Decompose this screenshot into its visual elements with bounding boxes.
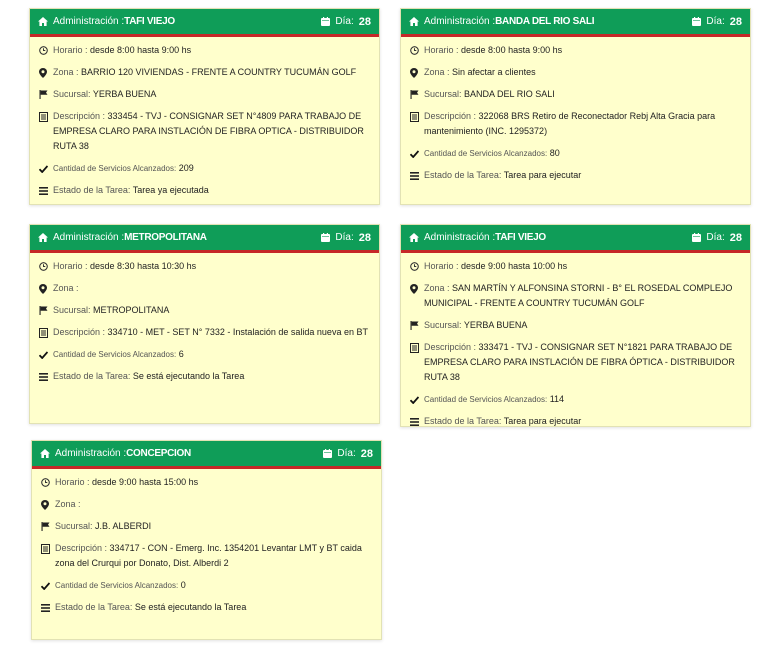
estado-row: [39, 183, 370, 198]
descripcion-value: 333471 - TVJ - CONSIGNAR SET N°1821 PARA TRABAJO DE EMPRESA CLARO PARA INSTLACIÓN DE FIBRA ÓPTICA - DISTRIBUIDOR RUTA 38: [424, 342, 735, 382]
sucursal-label: Sucursal:: [53, 89, 91, 99]
estado-value: Se está ejecutando la Tarea: [132, 371, 245, 381]
zona-label: Zona :: [424, 283, 450, 293]
tasks-icon: [39, 183, 50, 198]
admin-label: Administración :: [53, 16, 125, 27]
tasks-icon: [41, 600, 52, 615]
calendar-icon: [692, 233, 701, 242]
horario-row: [39, 259, 370, 274]
zona-row: [410, 65, 741, 80]
zona-value: BARRIO 120 VIVIENDAS - FRENTE A COUNTRY TUCUMÁN GOLF: [81, 67, 357, 77]
map-marker-icon: [410, 281, 421, 296]
day-badge: [692, 16, 742, 28]
day-badge: [692, 232, 742, 244]
day-badge: [321, 16, 371, 28]
descripcion-label: Descripción :: [53, 327, 106, 337]
flag-icon: [39, 303, 50, 318]
card-body: [32, 469, 381, 623]
descripcion-row: [39, 109, 370, 154]
clock-icon: [41, 475, 52, 490]
cantidad-value: 0: [180, 580, 186, 590]
clock-icon: [39, 43, 50, 58]
cantidad-value: 80: [549, 148, 560, 158]
zona-row: [39, 65, 370, 80]
admin-label: Administración :: [53, 232, 125, 243]
cantidad-row: [39, 347, 370, 362]
home-icon: [38, 233, 48, 242]
horario-row: [39, 43, 370, 58]
horario-value: desde 8:00 hasta 9:00 hs: [461, 45, 563, 55]
list-icon: [39, 325, 50, 340]
map-marker-icon: [410, 65, 421, 80]
sucursal-value: BANDA DEL RIO SALI: [464, 89, 555, 99]
day-number: 28: [729, 15, 742, 28]
descripcion-value: 322068 BRS Retiro de Reconectador Rebj Alta Gracia para mantenimiento (INC. 1295372): [424, 111, 716, 136]
admin-label: Administración :: [424, 16, 496, 27]
sucursal-row: [39, 87, 370, 102]
admin-name: CONCEPCION: [126, 448, 191, 459]
day-number: 28: [358, 231, 371, 244]
card-header: [401, 9, 750, 37]
calendar-icon: [323, 449, 332, 458]
sucursal-label: Sucursal:: [53, 305, 91, 315]
home-icon: [38, 17, 48, 26]
admin-heading: [38, 232, 207, 243]
check-icon: [39, 161, 50, 176]
estado-value: Tarea para ejecutar: [503, 416, 582, 426]
sucursal-value: YERBA BUENA: [92, 89, 157, 99]
cantidad-label: Cantidad de Servicios Alcanzados:: [53, 350, 177, 359]
admin-label: Administración :: [424, 232, 496, 243]
horario-value: desde 8:00 hasta 9:00 hs: [90, 45, 192, 55]
sucursal-row: [410, 318, 741, 333]
cantidad-label: Cantidad de Servicios Alcanzados:: [424, 395, 548, 404]
sucursal-value: METROPOLITANA: [93, 305, 170, 315]
sucursal-label: Sucursal:: [55, 521, 93, 531]
sucursal-value: YERBA BUENA: [463, 320, 528, 330]
list-icon: [39, 109, 50, 124]
horario-label: Horario :: [424, 45, 459, 55]
zona-value: Sin afectar a clientes: [452, 67, 536, 77]
tasks-icon: [410, 168, 421, 183]
descripcion-value: 334717 - CON - Emerg. Inc. 1354201 Levantar LMT y BT caida zona del Crurqui por Donato, Dist. Alberdi 2: [55, 543, 362, 568]
cantidad-value: 209: [178, 163, 194, 173]
descripcion-label: Descripción :: [53, 111, 106, 121]
day-badge: [323, 448, 373, 460]
descripcion-row: [39, 325, 370, 340]
card-body: [401, 37, 750, 191]
flag-icon: [410, 87, 421, 102]
check-icon: [39, 347, 50, 362]
zona-label: Zona :: [53, 283, 79, 293]
flag-icon: [39, 87, 50, 102]
horario-row: [410, 43, 741, 58]
estado-label: Estado de la Tarea:: [53, 185, 131, 195]
cantidad-label: Cantidad de Servicios Alcanzados:: [424, 149, 548, 158]
admin-heading: [409, 16, 594, 27]
estado-label: Estado de la Tarea:: [53, 371, 131, 381]
cantidad-row: [410, 392, 741, 407]
admin-name: METROPOLITANA: [124, 232, 207, 243]
estado-label: Estado de la Tarea:: [424, 416, 502, 426]
estado-label: Estado de la Tarea:: [424, 170, 502, 180]
card-body: [401, 253, 750, 437]
task-card: [31, 440, 382, 640]
horario-row: [41, 475, 372, 490]
list-icon: [410, 340, 421, 355]
day-number: 28: [360, 447, 373, 460]
admin-heading: [40, 448, 191, 459]
task-card: [29, 224, 380, 424]
estado-row: [39, 369, 370, 384]
day-number: 28: [729, 231, 742, 244]
cantidad-label: Cantidad de Servicios Alcanzados:: [53, 164, 177, 173]
admin-label: Administración :: [55, 448, 127, 459]
task-card: [400, 224, 751, 427]
zona-label: Zona :: [55, 499, 81, 509]
day-label: Día:: [706, 232, 725, 243]
descripcion-row: [410, 340, 741, 385]
day-label: Día:: [335, 16, 354, 27]
card-header: [30, 225, 379, 253]
descripcion-label: Descripción :: [424, 342, 477, 352]
day-badge: [321, 232, 371, 244]
descripcion-label: Descripción :: [55, 543, 108, 553]
zona-row: [41, 497, 372, 512]
estado-row: [410, 168, 741, 183]
cantidad-value: 6: [178, 349, 184, 359]
home-icon: [40, 449, 50, 458]
map-marker-icon: [39, 281, 50, 296]
day-label: Día:: [335, 232, 354, 243]
map-marker-icon: [39, 65, 50, 80]
horario-value: desde 9:00 hasta 15:00 hs: [92, 477, 199, 487]
check-icon: [410, 392, 421, 407]
day-label: Día:: [706, 16, 725, 27]
descripcion-label: Descripción :: [424, 111, 477, 121]
home-icon: [409, 233, 419, 242]
calendar-icon: [321, 17, 330, 26]
cantidad-row: [410, 146, 741, 161]
sucursal-label: Sucursal:: [424, 89, 462, 99]
horario-label: Horario :: [424, 261, 459, 271]
day-label: Día:: [337, 448, 356, 459]
card-body: [30, 37, 379, 206]
zona-label: Zona :: [424, 67, 450, 77]
task-card: [29, 8, 380, 205]
card-header: [30, 9, 379, 37]
flag-icon: [41, 519, 52, 534]
tasks-icon: [410, 414, 421, 429]
sucursal-label: Sucursal:: [424, 320, 462, 330]
admin-name: BANDA DEL RIO SALI: [495, 16, 595, 27]
cantidad-value: 114: [549, 394, 565, 404]
check-icon: [410, 146, 421, 161]
tasks-icon: [39, 369, 50, 384]
estado-value: Tarea ya ejecutada: [132, 185, 209, 195]
list-icon: [410, 109, 421, 124]
flag-icon: [410, 318, 421, 333]
descripcion-value: 333454 - TVJ - CONSIGNAR SET N°4809 PARA TRABAJO DE EMPRESA CLARO PARA INSTLACIÓN DE FIBRA OPTICA - DISTRIBUIDOR RUTA 38: [53, 111, 364, 151]
cantidad-label: Cantidad de Servicios Alcanzados:: [55, 581, 179, 590]
day-number: 28: [358, 15, 371, 28]
calendar-icon: [692, 17, 701, 26]
sucursal-row: [410, 87, 741, 102]
horario-value: desde 8:30 hasta 10:30 hs: [90, 261, 197, 271]
estado-value: Se está ejecutando la Tarea: [134, 602, 247, 612]
admin-name: TAFI VIEJO: [124, 16, 175, 27]
admin-heading: [409, 232, 546, 243]
sucursal-row: [41, 519, 372, 534]
horario-label: Horario :: [53, 261, 88, 271]
descripcion-row: [41, 541, 372, 571]
estado-label: Estado de la Tarea:: [55, 602, 133, 612]
task-card: [400, 8, 751, 205]
card-header: [32, 441, 381, 469]
zona-row: [39, 281, 370, 296]
card-header: [401, 225, 750, 253]
clock-icon: [410, 43, 421, 58]
zona-value: SAN MARTÍN Y ALFONSINA STORNI - B° EL ROSEDAL COMPLEJO MUNICIPAL - FRENTE A COUNTRY TUCUMÁN GOLF: [424, 283, 733, 308]
clock-icon: [39, 259, 50, 274]
card-body: [30, 253, 379, 392]
sucursal-value: J.B. ALBERDI: [95, 521, 152, 531]
horario-label: Horario :: [55, 477, 90, 487]
descripcion-value: 334710 - MET - SET N° 7332 - Instalación de salida nueva en BT: [107, 327, 368, 337]
home-icon: [409, 17, 419, 26]
list-icon: [41, 541, 52, 556]
estado-row: [41, 600, 372, 615]
admin-name: TAFI VIEJO: [495, 232, 546, 243]
estado-value: Tarea para ejecutar: [503, 170, 582, 180]
zona-row: [410, 281, 741, 311]
admin-heading: [38, 16, 175, 27]
horario-value: desde 9:00 hasta 10:00 hs: [461, 261, 568, 271]
estado-row: [410, 414, 741, 429]
horario-label: Horario :: [53, 45, 88, 55]
map-marker-icon: [41, 497, 52, 512]
cantidad-row: [39, 161, 370, 176]
horario-row: [410, 259, 741, 274]
zona-label: Zona :: [53, 67, 79, 77]
sucursal-row: [39, 303, 370, 318]
clock-icon: [410, 259, 421, 274]
check-icon: [41, 578, 52, 593]
descripcion-row: [410, 109, 741, 139]
calendar-icon: [321, 233, 330, 242]
cantidad-row: [41, 578, 372, 593]
